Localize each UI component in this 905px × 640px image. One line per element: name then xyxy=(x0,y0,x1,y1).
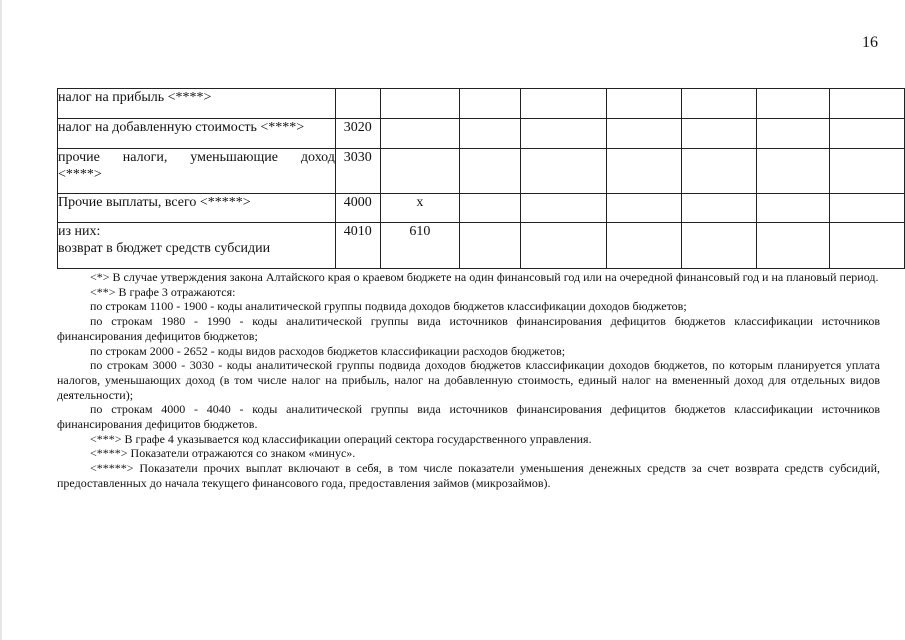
row-col3 xyxy=(380,89,459,119)
footnote: по строкам 1980 - 1990 - коды аналитической группы вида источников финансирования дефицитов бюджетов классификации источников финансирования дефицитов бюджетов; xyxy=(57,314,880,343)
empty-cell xyxy=(682,223,756,269)
empty-cell xyxy=(756,194,829,223)
empty-cell xyxy=(756,119,829,149)
footnote: <**> В графе 3 отражаются: xyxy=(90,284,236,299)
row-code: 4000 xyxy=(335,194,380,223)
table-row xyxy=(58,149,905,194)
empty-cell xyxy=(607,149,682,194)
row-col3: 610 xyxy=(380,223,459,269)
page-number: 16 xyxy=(862,34,878,51)
empty-cell xyxy=(521,149,607,194)
row-col3 xyxy=(380,119,459,149)
empty-cell xyxy=(756,89,829,119)
empty-cell xyxy=(460,149,521,194)
empty-cell xyxy=(460,119,521,149)
empty-cell xyxy=(829,149,904,194)
row-code: 4010 xyxy=(335,223,380,269)
empty-cell xyxy=(521,223,607,269)
empty-cell xyxy=(682,119,756,149)
empty-cell xyxy=(829,119,904,149)
footnote: <***> В графе 4 указывается код классификации операций сектора государственного управления. xyxy=(90,431,592,446)
table-row xyxy=(58,194,905,223)
empty-cell xyxy=(829,223,904,269)
table-row xyxy=(58,223,905,269)
footnote: по строкам 4000 - 4040 - коды аналитической группы вида источников финансирования дефицитов бюджетов классификации источников финансирования дефицитов бюджетов. xyxy=(57,402,880,432)
empty-cell xyxy=(607,119,682,149)
row-name-line1: из них: xyxy=(58,224,101,239)
row-code: 3020 xyxy=(335,119,380,149)
row-name: налог на прибыль <****> xyxy=(58,89,336,119)
row-col3: x xyxy=(380,194,459,223)
empty-cell xyxy=(756,223,829,269)
empty-cell xyxy=(460,194,521,223)
budget-table xyxy=(57,88,905,269)
footnote: <*****> Показатели прочих выплат включают в себя, в том числе показатели уменьшения денежных средств за счет возврата средств субсидий, предоставленных до начала текущего финансового года, предоставления займов (микрозаймов). xyxy=(57,461,880,490)
row-name xyxy=(58,223,336,269)
empty-cell xyxy=(682,89,756,119)
empty-cell xyxy=(521,119,607,149)
row-name-line1: прочие налоги, уменьшающие доход xyxy=(58,150,335,165)
footnote: <****> Показатели отражаются со знаком «минус». xyxy=(90,446,356,461)
table-row xyxy=(58,119,905,149)
empty-cell xyxy=(521,194,607,223)
empty-cell xyxy=(460,223,521,269)
footnote: по строкам 2000 - 2652 - коды видов расходов бюджетов классификации расходов бюджетов; xyxy=(90,343,566,358)
row-name xyxy=(58,149,336,194)
row-name-line2: <****> xyxy=(58,167,102,182)
empty-cell xyxy=(607,89,682,119)
page-margin-strip xyxy=(0,0,2,640)
empty-cell xyxy=(829,194,904,223)
empty-cell xyxy=(682,194,756,223)
empty-cell xyxy=(829,89,904,119)
row-col3 xyxy=(380,149,459,194)
footnote: по строкам 1100 - 1900 - коды аналитической группы подвида доходов бюджетов классификации доходов бюджетов; xyxy=(90,299,687,314)
empty-cell xyxy=(607,223,682,269)
footnotes xyxy=(57,270,880,491)
footnote: по строкам 3000 - 3030 - коды аналитической группы подвида доходов бюджетов классификации доходов бюджетов, по которым планируется уплата налогов, уменьшающих доход (в том числе налог на прибыль, налог на добавленную стоимость, единый налог на вмененный доход для отдельных видов деятельности); xyxy=(57,358,880,402)
footnote: <*> В случае утверждения закона Алтайского края о краевом бюджете на один финансовый год или на очередной финансовый год и на плановый период. xyxy=(90,270,879,284)
empty-cell xyxy=(607,194,682,223)
row-code: 3030 xyxy=(335,149,380,194)
row-code xyxy=(335,89,380,119)
row-name: налог на добавленную стоимость <****> xyxy=(58,119,336,149)
table-row xyxy=(58,89,905,119)
empty-cell xyxy=(460,89,521,119)
row-name: Прочие выплаты, всего <*****> xyxy=(58,194,336,223)
row-name-line2: возврат в бюджет средств субсидии xyxy=(58,241,271,256)
empty-cell xyxy=(682,149,756,194)
empty-cell xyxy=(756,149,829,194)
empty-cell xyxy=(521,89,607,119)
